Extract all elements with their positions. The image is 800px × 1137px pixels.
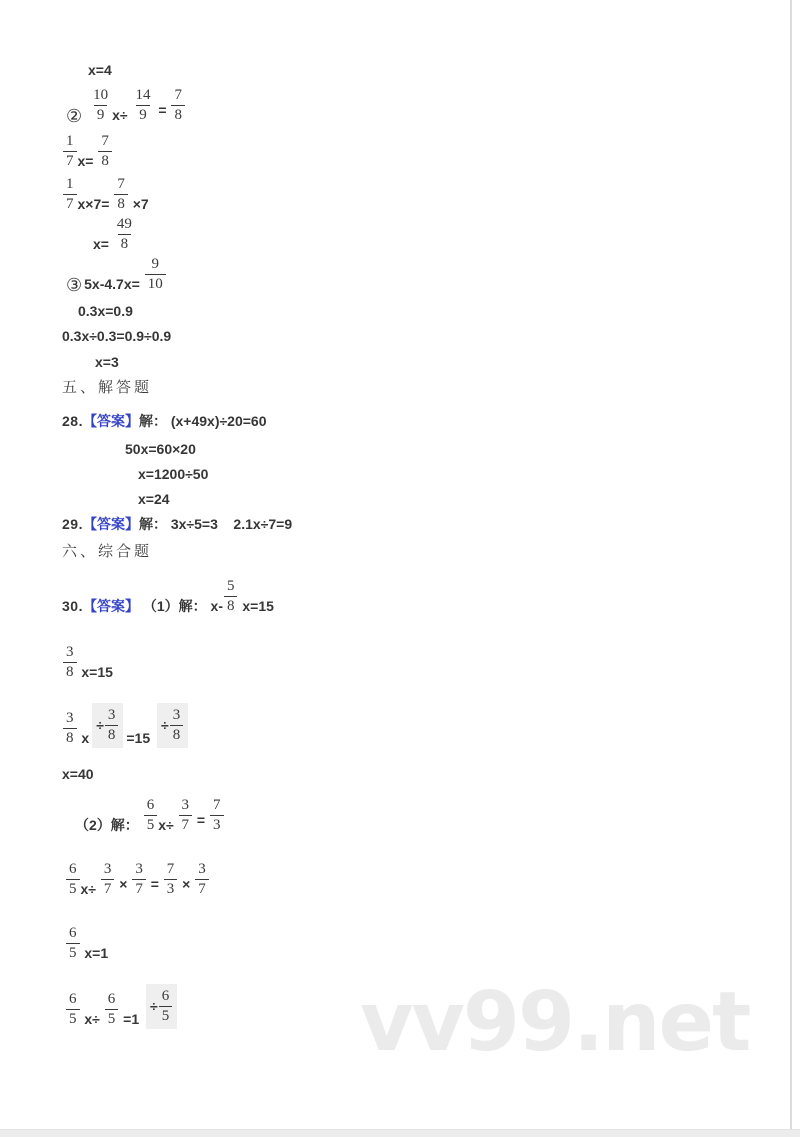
answer-tag: 【答案】 [82,598,143,614]
text-token: 解： 3x÷5=3 2.1x÷7=9 [138,516,293,532]
text-line [62,766,94,784]
text-line [88,62,112,80]
highlighted-term [146,984,177,1029]
text-token: x÷ [112,107,132,123]
numerator: 3 [107,707,116,723]
text-line [78,303,133,321]
fraction [90,86,111,125]
denominator: 9 [136,105,150,125]
math-line [65,984,180,1029]
text-token: 0.3x=0.9 [78,303,133,319]
text-token: x÷ [80,881,100,897]
fraction [133,86,154,125]
text-token: x= [77,153,98,169]
numerator: 6 [69,925,77,941]
numerator: 7 [166,861,175,877]
watermark: vv99.net [360,975,750,1070]
text-token: x=1200÷50 [138,466,209,482]
numerator: 3 [135,861,143,877]
text-token: x=3 [95,354,119,370]
text-token: x=24 [138,491,170,507]
highlighted-term [92,703,123,748]
text-token: × [115,876,132,892]
fraction [63,709,77,748]
text-token: x [77,730,90,746]
math-line [65,924,108,963]
text-token: = [146,876,163,892]
numerator: 49 [116,216,132,232]
text-token: x=40 [62,766,94,782]
denominator: 8 [105,725,119,745]
fraction [101,860,115,899]
denominator: 7 [179,815,193,835]
text-token: （2）解： [75,817,143,833]
text-token: ÷ [161,716,169,733]
problem-number: 30. [62,598,83,614]
page-bottom-edge [0,1129,800,1137]
numerator: 7 [117,176,125,192]
text-token: =1 [119,1011,143,1027]
fraction [164,860,178,899]
section-heading: 五、解答题 [62,379,153,396]
math-line [62,643,113,682]
numerator: 3 [198,861,206,877]
text-token: =15 [126,730,155,746]
text-token: x=15 [77,664,113,680]
denominator: 5 [105,1009,119,1029]
denominator: 5 [159,1006,173,1026]
page-right-border [790,0,792,1137]
denominator: 7 [63,194,77,214]
denominator: 8 [170,725,184,745]
text-token: x÷ [158,817,178,833]
text-token: ×7 [128,196,149,212]
math-line [66,255,167,294]
denominator: 8 [63,728,77,748]
math-line [93,215,136,254]
text-line [95,354,119,372]
fraction [63,643,77,682]
denominator: 5 [66,879,80,899]
denominator: 8 [98,151,112,171]
numerator: 1 [66,176,74,192]
fraction [179,796,193,835]
fraction [66,860,80,899]
math-line [62,132,113,171]
text-line [138,491,170,509]
fraction [224,577,238,616]
fraction [159,987,173,1026]
text-token: x=1 [80,945,109,961]
fraction [98,132,112,171]
numerator: 7 [213,797,221,813]
text-token: x×7= [77,196,114,212]
math-line [65,860,210,899]
circled-number: ③ [66,274,83,295]
text-token: 0.3x÷0.3=0.9÷0.9 [62,328,172,344]
numerator: 10 [93,87,109,103]
numerator: 3 [172,707,181,723]
answer-tag: 【答案】 [82,516,139,532]
numerator: 6 [69,861,77,877]
text-line [62,328,171,346]
fraction [195,860,209,899]
numerator: 9 [151,256,159,272]
fraction [170,706,184,745]
text-token: （1）解： x- [142,598,223,614]
math-line [62,175,149,214]
denominator: 9 [94,105,108,125]
denominator: 3 [210,815,224,835]
highlighted-term [157,703,188,748]
denominator: 5 [66,943,80,963]
numerator: 7 [174,87,182,103]
answer-tag: 【答案】 [82,413,139,429]
text-token: x=4 [88,62,112,78]
fraction [105,706,119,745]
text-line [62,413,267,431]
text-token: = [193,812,210,828]
text-token: x÷ [80,1011,104,1027]
text-line [62,379,152,398]
numerator: 3 [66,710,74,726]
fraction [210,796,224,835]
problem-number: 29. [62,516,83,532]
numerator: 3 [66,644,74,660]
denominator: 8 [224,596,238,616]
fraction [63,175,77,214]
math-line [62,703,191,748]
denominator: 8 [114,194,128,214]
text-token: x=15 [238,598,274,614]
denominator: 5 [66,1009,80,1029]
text-line [62,543,152,562]
text-line [62,516,292,534]
numerator: 7 [101,133,109,149]
denominator: 5 [144,815,158,835]
circled-number: ② [66,105,88,126]
numerator: 14 [135,87,151,103]
math-line [75,796,225,835]
fraction [114,175,128,214]
fraction [66,924,80,963]
fraction [171,86,185,125]
text-token: ÷ [96,716,104,733]
denominator: 8 [171,105,185,125]
section-heading: 六、综合题 [62,543,153,560]
numerator: 6 [161,988,170,1004]
math-line [66,86,186,125]
fraction [145,255,166,294]
denominator: 8 [118,234,132,254]
text-line [125,441,196,459]
numerator: 6 [107,991,116,1007]
numerator: 6 [146,797,155,813]
fraction [132,860,146,899]
numerator: 3 [103,861,112,877]
problem-number: 28. [62,413,83,429]
text-token: 50x=60×20 [125,441,196,457]
denominator: 7 [101,879,115,899]
denominator: 10 [145,274,166,294]
fraction [105,990,119,1029]
fraction [66,990,80,1029]
fraction [144,796,158,835]
numerator: 1 [66,133,74,149]
denominator: 8 [63,662,77,682]
fraction [63,132,77,171]
numerator: 3 [181,797,190,813]
text-token: 解： (x+49x)÷20=60 [138,413,267,429]
fraction [114,215,135,254]
numerator: 6 [69,991,77,1007]
denominator: 7 [132,879,146,899]
denominator: 7 [63,151,77,171]
text-token: x= [93,236,113,252]
denominator: 3 [164,879,178,899]
text-token: ÷ [150,997,158,1014]
text-line [138,466,208,484]
text-token: × [178,876,195,892]
numerator: 5 [226,578,235,594]
text-token: = [154,102,171,118]
math-line [62,577,274,616]
text-token: 5x-4.7x= [84,276,144,292]
denominator: 7 [195,879,209,899]
